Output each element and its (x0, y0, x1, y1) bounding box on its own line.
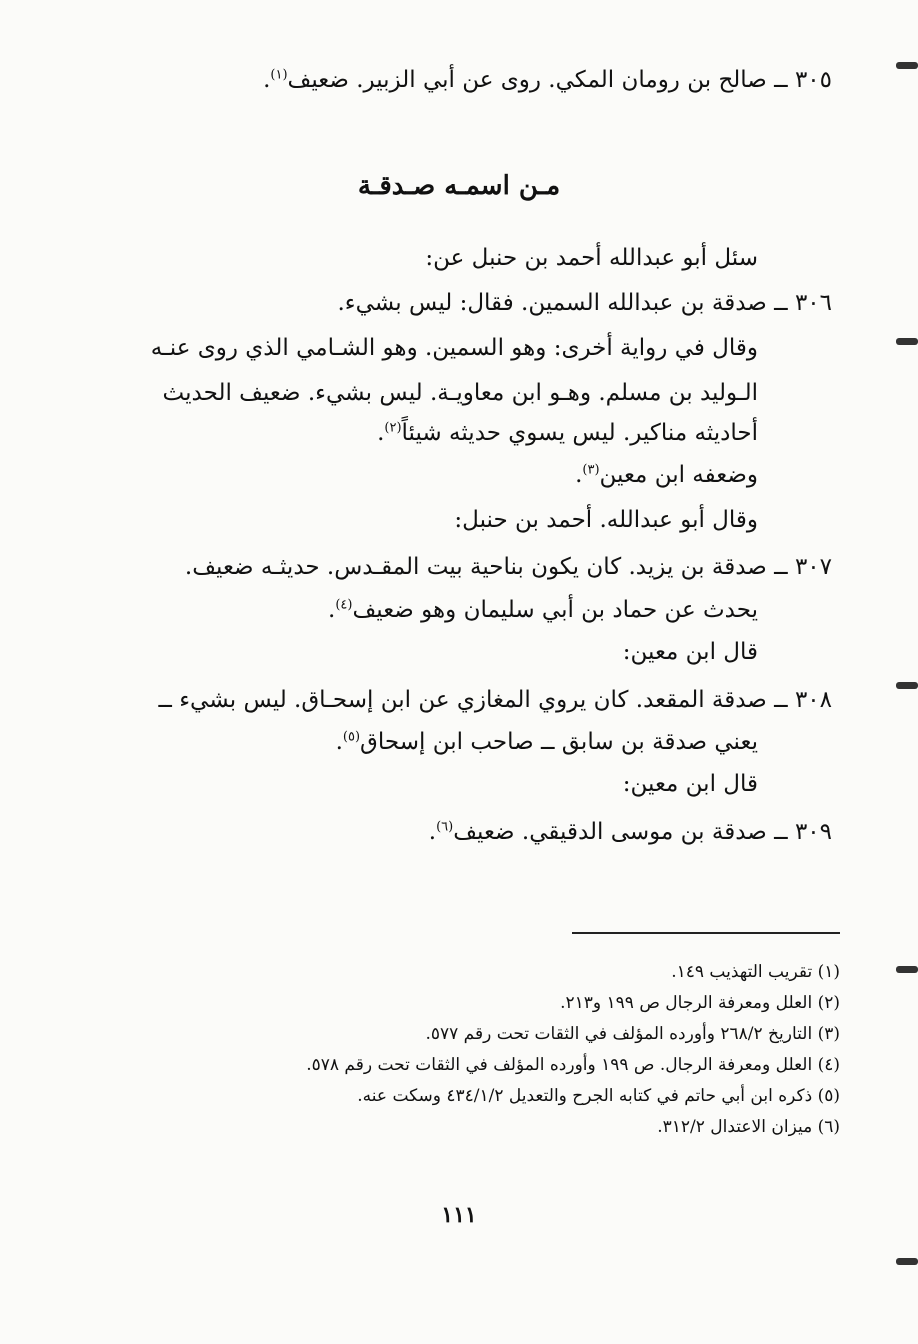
entry-305: ٣٠٥ ــ صالح بن رومان المكي. روى عن أبي الزبير. ضعيف$^{(١)}$. (263, 67, 832, 93)
entry-307-line-2: يحدث عن حماد بن أبي سليمان وهو ضعيف$^{(٤)}$. (328, 597, 758, 623)
margin-mark (896, 1258, 918, 1265)
margin-mark (896, 62, 918, 69)
entry-text: وضعفه ابن معين (599, 462, 758, 488)
footnote-divider (572, 932, 840, 934)
entry-text: أحاديثه مناكير. ليس يسوي حديثه شيئاً (401, 420, 758, 446)
footnote-ref: (٢) (384, 420, 402, 436)
page-number: ١١١ (441, 1202, 477, 1228)
entry-309: ٣٠٩ ــ صدقة بن موسى الدقيقي. ضعيف$^{(٦)}$. (428, 819, 832, 845)
footnote-1: (١) تقريب التهذيب ١٤٩. (671, 962, 840, 982)
margin-mark (896, 338, 918, 345)
footnote-6: (٦) ميزان الاعتدال ٣١٢/٢. (657, 1117, 840, 1137)
entry-307-line-3: قال ابن معين: (622, 639, 758, 665)
entry-306-line-3: الـوليد بن مسلم. وهـو ابن معاويـة. ليس بشيء. ضعيف الحديث (162, 380, 758, 406)
footnote-3: (٣) التاريخ ٢٦٨/٢ وأورده المؤلف في الثقات تحت رقم ٥٧٧. (425, 1024, 840, 1044)
footnote-ref: (٦) (436, 819, 454, 835)
entry-text: يحدث عن حماد بن أبي سليمان وهو ضعيف (352, 597, 758, 623)
margin-mark (896, 966, 918, 973)
entry-308: ٣٠٨ ــ صدقة المقعد. كان يروي المغازي عن ابن إسحـاق. ليس بشيء ــ (158, 687, 832, 713)
margin-mark (896, 682, 918, 689)
section-heading: مـن اسمـه صـدقـة (357, 171, 561, 201)
entry-306-line-5: وضعفه ابن معين$^{(٣)}$. (575, 462, 758, 488)
footnote-ref: (٣) (582, 462, 600, 478)
footnote-2: (٢) العلل ومعرفة الرجال ص ١٩٩ و٢١٣. (560, 993, 840, 1013)
entry-308-line-2: يعني صدقة بن سابق ــ صاحب ابن إسحاق$^{(٥)}$. (335, 729, 758, 755)
entry-306-line-2: وقال في رواية أخرى: وهو السمين. وهو الشـامي الذي روى عنـه (150, 335, 758, 361)
footnote-ref: (٤) (335, 597, 353, 613)
entry-text: ٣٠٩ ــ صدقة بن موسى الدقيقي. ضعيف (453, 819, 832, 845)
footnote-ref: (١) (270, 67, 288, 83)
footnote-4: (٤) العلل ومعرفة الرجال. ص ١٩٩ وأورده المؤلف في الثقات تحت رقم ٥٧٨. (306, 1055, 840, 1075)
entry-308-line-3: قال ابن معين: (622, 771, 758, 797)
entry-307: ٣٠٧ ــ صدقة بن يزيد. كان يكون بناحية بيت المقـدس. حديثـه ضعيف. (184, 554, 832, 580)
entry-306-line-4: أحاديثه مناكير. ليس يسوي حديثه شيئاً$^{(٢)}$. (377, 420, 758, 446)
entry-306-line-6: وقال أبو عبدالله. أحمد بن حنبل: (454, 507, 758, 533)
footnote-ref: (٥) (342, 729, 361, 745)
entry-text: يعني صدقة بن سابق ــ صاحب ابن إسحاق (360, 729, 758, 755)
intro-line: سئل أبو عبدالله أحمد بن حنبل عن: (425, 245, 758, 271)
entry-text: ٣٠٥ ــ صالح بن رومان المكي. روى عن أبي الزبير. ضعيف (287, 67, 832, 93)
entry-306: ٣٠٦ ــ صدقة بن عبدالله السمين. فقال: ليس بشيء. (337, 290, 832, 316)
footnote-5: (٥) ذكره ابن أبي حاتم في كتابه الجرح والتعديل ٤٣٤/١/٢ وسكت عنه. (357, 1086, 840, 1106)
